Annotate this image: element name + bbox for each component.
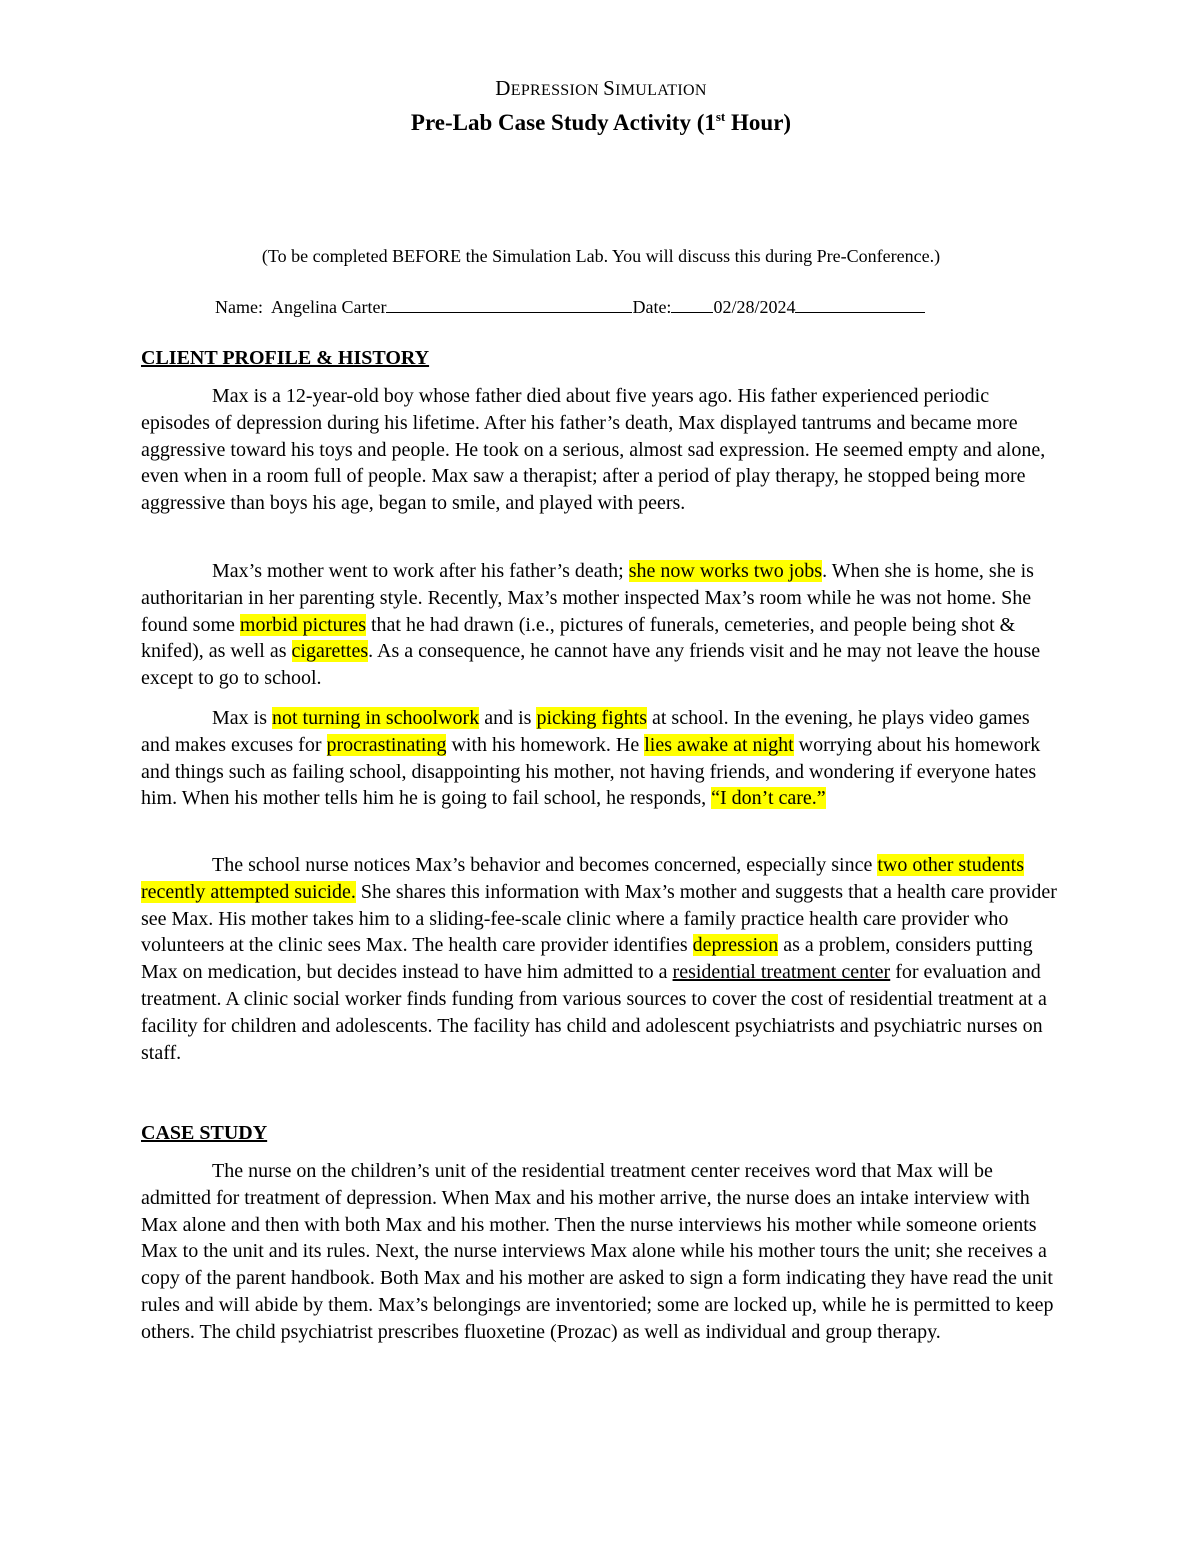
case-study-paragraph-1: The nurse on the children’s unit of the residential treatment center receives word that Max will be admitted for treatment of depression. When Max and his mother arrive, the nurse does an intake interview with Max alone and then with both Max and his mother. Then the nurse interviews his mother while someone orients Max to the unit and its rules. Next, the nurse interviews Max alone while his mother tours the unit; she receives a copy of the parent handbook. Both Max and his mother are asked to sign a form indicating they have read the unit rules and will abide by them. Max’s belongings are inventoried; some are locked up, while he is permitted to keep others. The child psychiatrist prescribes fluoxetine (Prozac) as well as individual and group therapy. bbox=[141, 1160, 1054, 1343]
date-blank-line-left bbox=[671, 293, 713, 313]
subtitle-post: Hour) bbox=[725, 110, 792, 135]
p4-text-3: as a problem, considers putting Max on medication, but decides instead to have him admitted to a bbox=[141, 934, 1033, 984]
p3-highlight-schoolwork: not turning in schoolwork bbox=[272, 707, 480, 729]
p4-underline-treatment-center: residential treatment center bbox=[672, 961, 891, 984]
p3-text-3: at school. In the evening, he plays video games and makes excuses for bbox=[141, 707, 1030, 756]
p2-highlight-cigarettes: cigarettes bbox=[291, 640, 369, 663]
client-profile-paragraph-2 bbox=[141, 558, 1061, 692]
subtitle-sup: st bbox=[715, 109, 726, 124]
p3-highlight-procrastinating: procrastinating bbox=[326, 733, 447, 756]
document-subtitle bbox=[141, 107, 1061, 139]
p3-text-4: with his homework. He bbox=[446, 733, 645, 756]
p4-highlight-suicide: two other students recently attempted suicide. bbox=[141, 854, 1024, 903]
title-rest-epression: EPRESSION bbox=[510, 82, 604, 99]
p3-text-1: Max is bbox=[212, 707, 272, 729]
client-profile-heading: CLIENT PROFILE & HISTORY bbox=[141, 347, 430, 369]
title-initial-s: S bbox=[603, 76, 616, 100]
name-blank-line bbox=[386, 293, 632, 313]
p4-highlight-depression: depression bbox=[692, 934, 779, 957]
date-label: Date: bbox=[632, 297, 672, 317]
client-profile-paragraph-1: Max is a 12-year-old boy whose father died about five years ago. His father experienced periodic episodes of depression during his lifetime. After his father’s death, Max displayed tantrums and became more aggressive toward his toys and people. He took on a serious, almost sad expression. He seemed empty and alone, even when in a room full of people. Max saw a therapist; after a period of play therapy, he stopped being more aggressive than boys his age, began to smile, and played with peers. bbox=[141, 385, 1046, 515]
p2-text-2: . When she is home, she is authoritarian in her parenting style. Recently, Max’s mother inspected Max’s room while he was not home. She found some bbox=[141, 560, 1034, 636]
p2-text-4: . As a consequence, he cannot have any friends visit and he may not leave the house except to go to school. bbox=[141, 640, 1041, 690]
p2-highlight-two-jobs: she now works two jobs bbox=[628, 560, 823, 582]
p2-text-3: that he had drawn (i.e., pictures of funerals, cemeteries, and people being shot & knifed), as well as bbox=[141, 613, 1016, 663]
name-value: Angelina Carter bbox=[271, 297, 387, 317]
p3-text-2: and is bbox=[479, 707, 537, 729]
client-profile-paragraph-4 bbox=[141, 852, 1061, 1066]
p3-highlight-dont-care: “I don’t care.” bbox=[711, 787, 826, 810]
document-title bbox=[141, 74, 1061, 105]
client-profile-paragraph-3 bbox=[141, 705, 1061, 812]
date-blank-line-right bbox=[795, 293, 925, 313]
p4-text-1: The school nurse notices Max’s behavior and becomes concerned, especially since bbox=[212, 854, 878, 876]
p2-text-1: Max’s mother went to work after his father’s death; bbox=[212, 560, 629, 582]
p3-highlight-lies-awake: lies awake at night bbox=[644, 733, 794, 756]
subtitle-pre: Pre-Lab Case Study Activity (1 bbox=[410, 110, 716, 135]
name-label: Name: bbox=[215, 297, 263, 317]
p4-text-4: for evaluation and treatment. A clinic social worker finds funding from various sources to cover the cost of residential treatment at a facility for children and adolescents. The facility has child and adolescent psychiatrists and psychiatric nurses on staff. bbox=[141, 961, 1047, 1064]
name-date-row bbox=[215, 293, 925, 320]
title-rest-imulation: IMULATION bbox=[615, 82, 707, 99]
p3-highlight-fights: picking fights bbox=[536, 707, 647, 729]
title-initial-d: D bbox=[495, 76, 511, 100]
case-study-heading: CASE STUDY bbox=[141, 1122, 268, 1144]
instructions: (To be completed BEFORE the Simulation Lab. You will discuss this during Pre-Conference.) bbox=[261, 246, 941, 266]
p3-text-5: worrying about his homework and things such as failing school, disappointing his mother, not having friends, and wondering if everyone hates him. When his mother tells him he is going to fail school, he responds, bbox=[141, 733, 1041, 810]
date-value: 02/28/2024 bbox=[713, 297, 796, 317]
title-block bbox=[141, 74, 1061, 139]
p4-text-2: She shares this information with Max’s mother and suggests that a health care provider see Max. His mother takes him to a sliding-fee-scale clinic where a family practice health care provider who volunteers at the clinic sees Max. The health care provider identifies bbox=[141, 880, 1057, 957]
p2-highlight-morbid-pictures: morbid pictures bbox=[239, 613, 366, 636]
